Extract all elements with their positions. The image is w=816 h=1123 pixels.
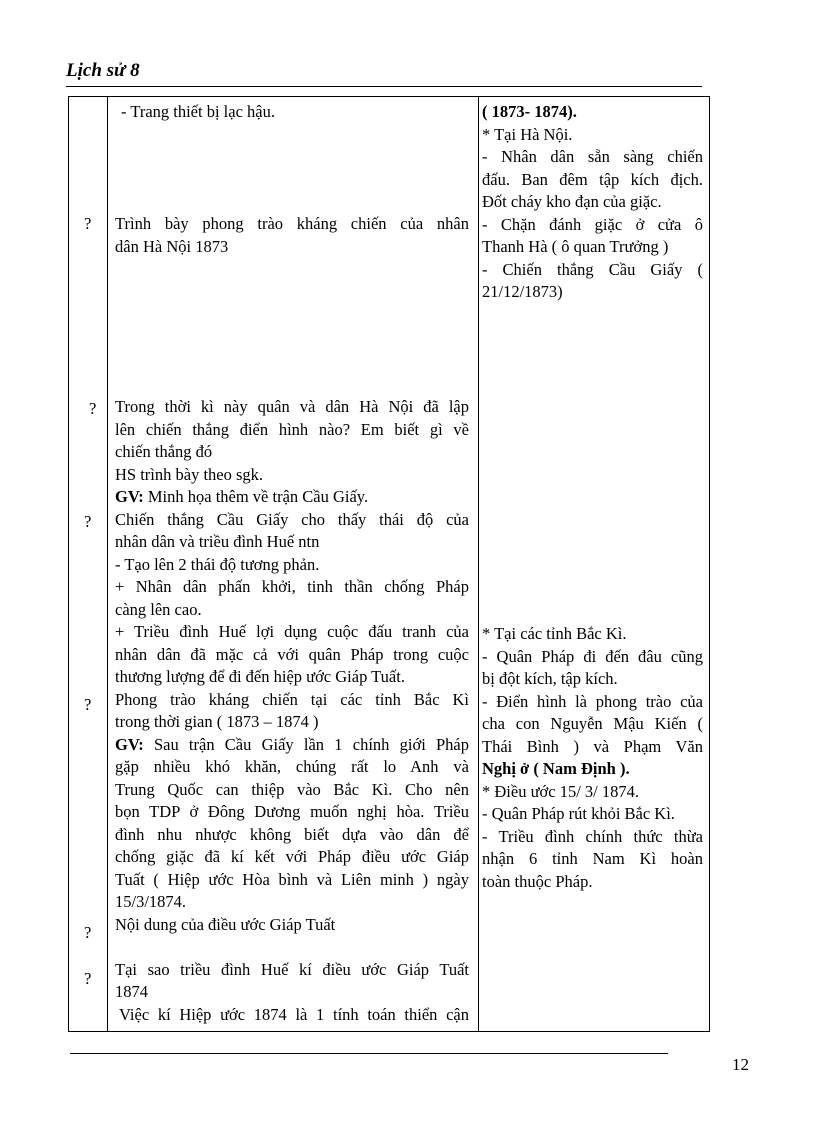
page-number: 12 [732, 1055, 749, 1074]
text-line: càng lên cao. [115, 599, 202, 619]
text-line: chống giặc đã kí kết với Pháp điều ước Giáp [115, 847, 469, 866]
text-line: - Nhân dân sẵn sàng chiến [482, 147, 703, 166]
question-mark: ? [84, 512, 92, 531]
right-column-backi [482, 623, 703, 893]
right-column-hanoi [482, 101, 703, 304]
page-header-title: Lịch sử 8 [66, 60, 140, 81]
question-mark: ? [89, 399, 97, 418]
text-line: thương lượng để đi đến hiệp ước Giáp Tuất. [115, 667, 405, 686]
text-line: ( 1873- 1874). [482, 102, 577, 121]
text-line: * Tại Hà Nội. [482, 124, 573, 144]
text-line [115, 734, 469, 757]
text-line: Phong trào kháng chiến tại các tỉnh Bắc Kì [115, 689, 469, 709]
text-line: toàn thuộc Pháp. [482, 871, 593, 891]
middle-column-main [115, 396, 469, 1026]
text-line: 1874 [115, 982, 148, 1001]
lesson-table [68, 96, 710, 1032]
text-line: Nghị ở ( Nam Định ). [482, 759, 630, 778]
text-line: nhận 6 tỉnh Nam Kì hoàn [482, 849, 703, 868]
text-line: * Tại các tỉnh Bắc Kì. [482, 624, 627, 643]
gv-label: GV: [115, 487, 144, 506]
question-mark: ? [84, 214, 92, 233]
footer-rule [70, 1053, 668, 1054]
gv-text: Sau trận Cầu Giấy lần 1 chính giới Pháp [143, 734, 469, 754]
text-line: bị đột kích, tập kích. [482, 669, 618, 688]
text-line: gặp nhiều khó khăn, chúng rất lo Anh và [115, 757, 469, 776]
text-line: - Trang thiết bị lạc hậu. [121, 102, 275, 121]
text-line: Trình bày phong trào kháng chiến của nhân [115, 214, 469, 233]
text-line: nhân dân đã mặc cả với quân Pháp trong cuộc [115, 644, 469, 664]
text-line: cha con Nguyễn Mậu Kiến ( [482, 714, 703, 733]
text-line: đình nhu nhược không biết dựa vào dân để [115, 824, 469, 844]
middle-column [115, 101, 469, 124]
text-line: 15/3/1874. [115, 892, 187, 911]
text-line: Trung Quốc can thiệp vào Bắc Kì. Cho nên [115, 779, 469, 799]
text-line: Thanh Hà ( ô quan Trưởng ) [482, 237, 669, 256]
text-line: trong thời gian ( 1873 – 1874 ) [115, 712, 319, 731]
text-line: đấu. Ban đêm tập kích địch. [482, 169, 703, 189]
question-mark: ? [84, 923, 92, 942]
text-line: Nội dung của điều ước Giáp Tuất [115, 914, 336, 934]
text-line: 21/12/1873) [482, 282, 563, 301]
text-line: - Tạo lên 2 thái độ tương phản. [115, 554, 320, 574]
text-line: Tại sao triều đình Huế kí điều ước Giáp Tuất [115, 959, 469, 979]
text-line: - Chiến thắng Cầu Giấy ( [482, 259, 703, 279]
text-line [115, 486, 469, 509]
text-line: + Nhân dân phấn khởi, tinh thần chống Pháp [115, 577, 469, 596]
text-line: chiến thắng đó [115, 442, 213, 461]
text-line: - Quân Pháp rút khỏi Bắc Kì. [482, 804, 675, 823]
spacer-line [115, 936, 469, 959]
column-divider-1 [107, 97, 108, 1031]
text-line: HS trình bày theo sgk. [115, 464, 264, 484]
text-line: Chiến thắng Cầu Giấy cho thấy thái độ của [115, 509, 469, 529]
gv-text: Minh họa thêm về trận Cầu Giấy. [143, 487, 369, 506]
header-rule [66, 86, 702, 87]
text-line: - Điển hình là phong trào của [482, 691, 703, 711]
question-mark: ? [84, 969, 92, 988]
text-line: Việc kí Hiệp ước 1874 là 1 tính toán thiển cận [119, 1004, 469, 1024]
text-line: nhân dân và triều đình Huế ntn [115, 532, 320, 551]
text-line: - Chặn đánh giặc ở cửa ô [482, 214, 703, 234]
text-line: lên chiến thắng điển hình nào? Em biết gì về [115, 419, 469, 439]
text-line: - Triều đình chính thức thừa [482, 826, 703, 846]
column-divider-2 [478, 97, 479, 1031]
question-mark: ? [84, 695, 92, 714]
middle-column-q1 [115, 213, 469, 258]
text-line: Thái Bình ) và Phạm Văn [482, 736, 703, 756]
text-line: Đốt cháy kho đạn của giặc. [482, 192, 662, 211]
text-line: * Điều ước 15/ 3/ 1874. [482, 781, 639, 801]
text-line: Trong thời kì này quân và dân Hà Nội đã lập [115, 397, 469, 416]
text-line: - Quân Pháp đi đến đâu cũng [482, 646, 703, 666]
gv-label: GV: [115, 734, 144, 754]
text-line: dân Hà Nội 1873 [115, 236, 229, 256]
text-line: Tuất ( Hiệp ước Hòa bình và Liên minh ) ngày [115, 869, 469, 889]
text-line: bọn TDP ở Đông Dương muốn nghị hòa. Triều [115, 802, 469, 821]
text-line: + Triều đình Huế lợi dụng cuộc đấu tranh của [115, 622, 469, 641]
